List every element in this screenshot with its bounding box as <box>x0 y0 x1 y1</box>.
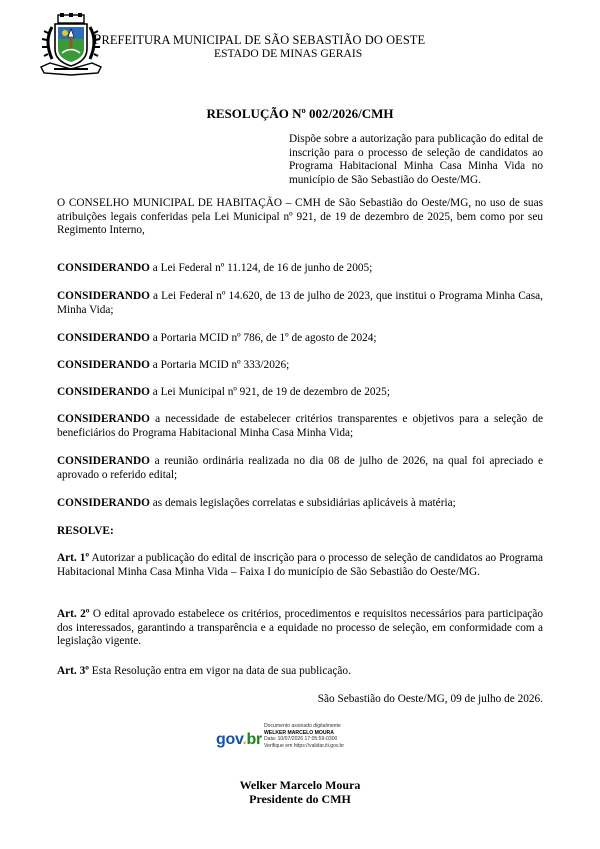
considerando-4 <box>57 359 543 373</box>
article-1 <box>57 552 543 579</box>
digital-signature-stamp <box>216 723 396 763</box>
considerando-3 <box>57 332 543 346</box>
considerando-1 <box>57 262 543 276</box>
considerando-7 <box>57 455 543 482</box>
article-label: Art. 2º <box>57 608 90 620</box>
considerando-text: a reunião ordinária realizada no dia 08 de julho de 2026, na qual foi apreciado e aprovado o referido edital; <box>57 455 543 481</box>
considerando-label: CONSIDERANDO <box>57 386 150 398</box>
considerando-text: a Portaria MCID nº 786, de 1º de agosto de 2024; <box>152 332 377 344</box>
considerando-label: CONSIDERANDO <box>57 413 150 425</box>
article-text: Esta Resolução entra em vigor na data de sua publicação. <box>91 665 351 677</box>
considerando-text: a Lei Federal nº 14.620, de 13 de julho de 2023, que institui o Programa Minha Casa, Minha Vida; <box>57 290 544 316</box>
article-text: O edital aprovado estabelece os critérios, procedimentos e requisitos necessários para participação dos interessados, garantindo a transparência e a equidade no processo de seleção, em conformidade com a legislação vigente. <box>57 608 544 648</box>
article-3 <box>57 665 543 679</box>
considerando-text: as demais legislações correlatas e subsidiárias aplicáveis à matéria; <box>152 497 456 509</box>
ementa: Dispõe sobre a autorização para publicação do edital de inscrição para o processo de seleção de candidatos ao Programa Habitacional Minha Casa Minha Vida no município de São Sebastião do Oeste/MG. <box>289 133 543 187</box>
article-text: Autorizar a publicação do edital de inscrição para o processo de seleção de candidatos ao Programa Habitacional Minha Casa Minha Vida – Faixa I do município de São Sebastião do Oeste/MG. <box>57 552 543 578</box>
resolve-heading: RESOLVE: <box>57 525 114 537</box>
govbr-logo <box>216 731 262 749</box>
municipality-initial: P <box>93 32 102 48</box>
considerando-5 <box>57 386 543 400</box>
signatory-name: Welker Marcelo Moura <box>239 778 361 792</box>
state-name: ESTADO DE MINAS GERAIS <box>214 47 363 60</box>
govbr-logo-part: br <box>246 731 262 748</box>
article-label: Art. 1º <box>57 552 90 564</box>
govbr-logo-part: . <box>242 731 247 748</box>
considerando-text: a Portaria MCID nº 333/2026; <box>152 359 290 371</box>
considerando-text: a Lei Federal nº 11.124, de 16 de junho de 2005; <box>152 262 373 274</box>
considerando-label: CONSIDERANDO <box>57 359 150 371</box>
stamp-caption: Documento assinado digitalmente <box>264 723 341 729</box>
considerando-8 <box>57 497 543 511</box>
document-title: RESOLUÇÃO Nº 002/2026/CMH <box>206 106 394 121</box>
stamp-signer: WELKER MARCELO MOURA <box>264 729 334 736</box>
considerando-text: a necessidade de estabelecer critérios transparentes e objetivos para a seleção de beneficiários do Programa Habitacional Minha Casa Minha Vida; <box>57 413 544 439</box>
considerando-2 <box>57 290 543 317</box>
considerando-6 <box>57 413 543 440</box>
considerando-text: a Lei Municipal nº 921, de 19 de dezembro de 2025; <box>152 386 390 398</box>
considerando-label: CONSIDERANDO <box>57 290 150 302</box>
stamp-text <box>264 723 344 749</box>
stamp-date: Data: 10/07/2026 17:05:59-0300 <box>264 736 338 743</box>
preamble: O CONSELHO MUNICIPAL DE HABITAÇÃO – CMH de São Sebastião do Oeste/MG, no uso de suas atribuições legais conferidas pela Lei Municipal nº 921, de 19 de dezembro de 2025, bem como por seu Regimento Interno, <box>57 197 543 237</box>
place-and-date: São Sebastião do Oeste/MG, 09 de julho de 2026. <box>317 693 543 705</box>
stamp-verify-link[interactable]: Verifique em https://validar.iti.gov.br <box>264 742 345 749</box>
article-label: Art. 3º <box>57 665 89 677</box>
govbr-logo-part: gov <box>216 731 243 748</box>
municipality-name-rest: REFEITURA MUNICIPAL DE SÃO SEBASTIÃO DO OESTE <box>101 33 426 47</box>
article-2 <box>57 608 543 649</box>
considerando-label: CONSIDERANDO <box>57 332 150 344</box>
considerando-label: CONSIDERANDO <box>57 262 150 274</box>
signatory-role: Presidente do CMH <box>249 792 351 806</box>
considerando-label: CONSIDERANDO <box>57 497 150 509</box>
considerando-label: CONSIDERANDO <box>57 455 150 467</box>
